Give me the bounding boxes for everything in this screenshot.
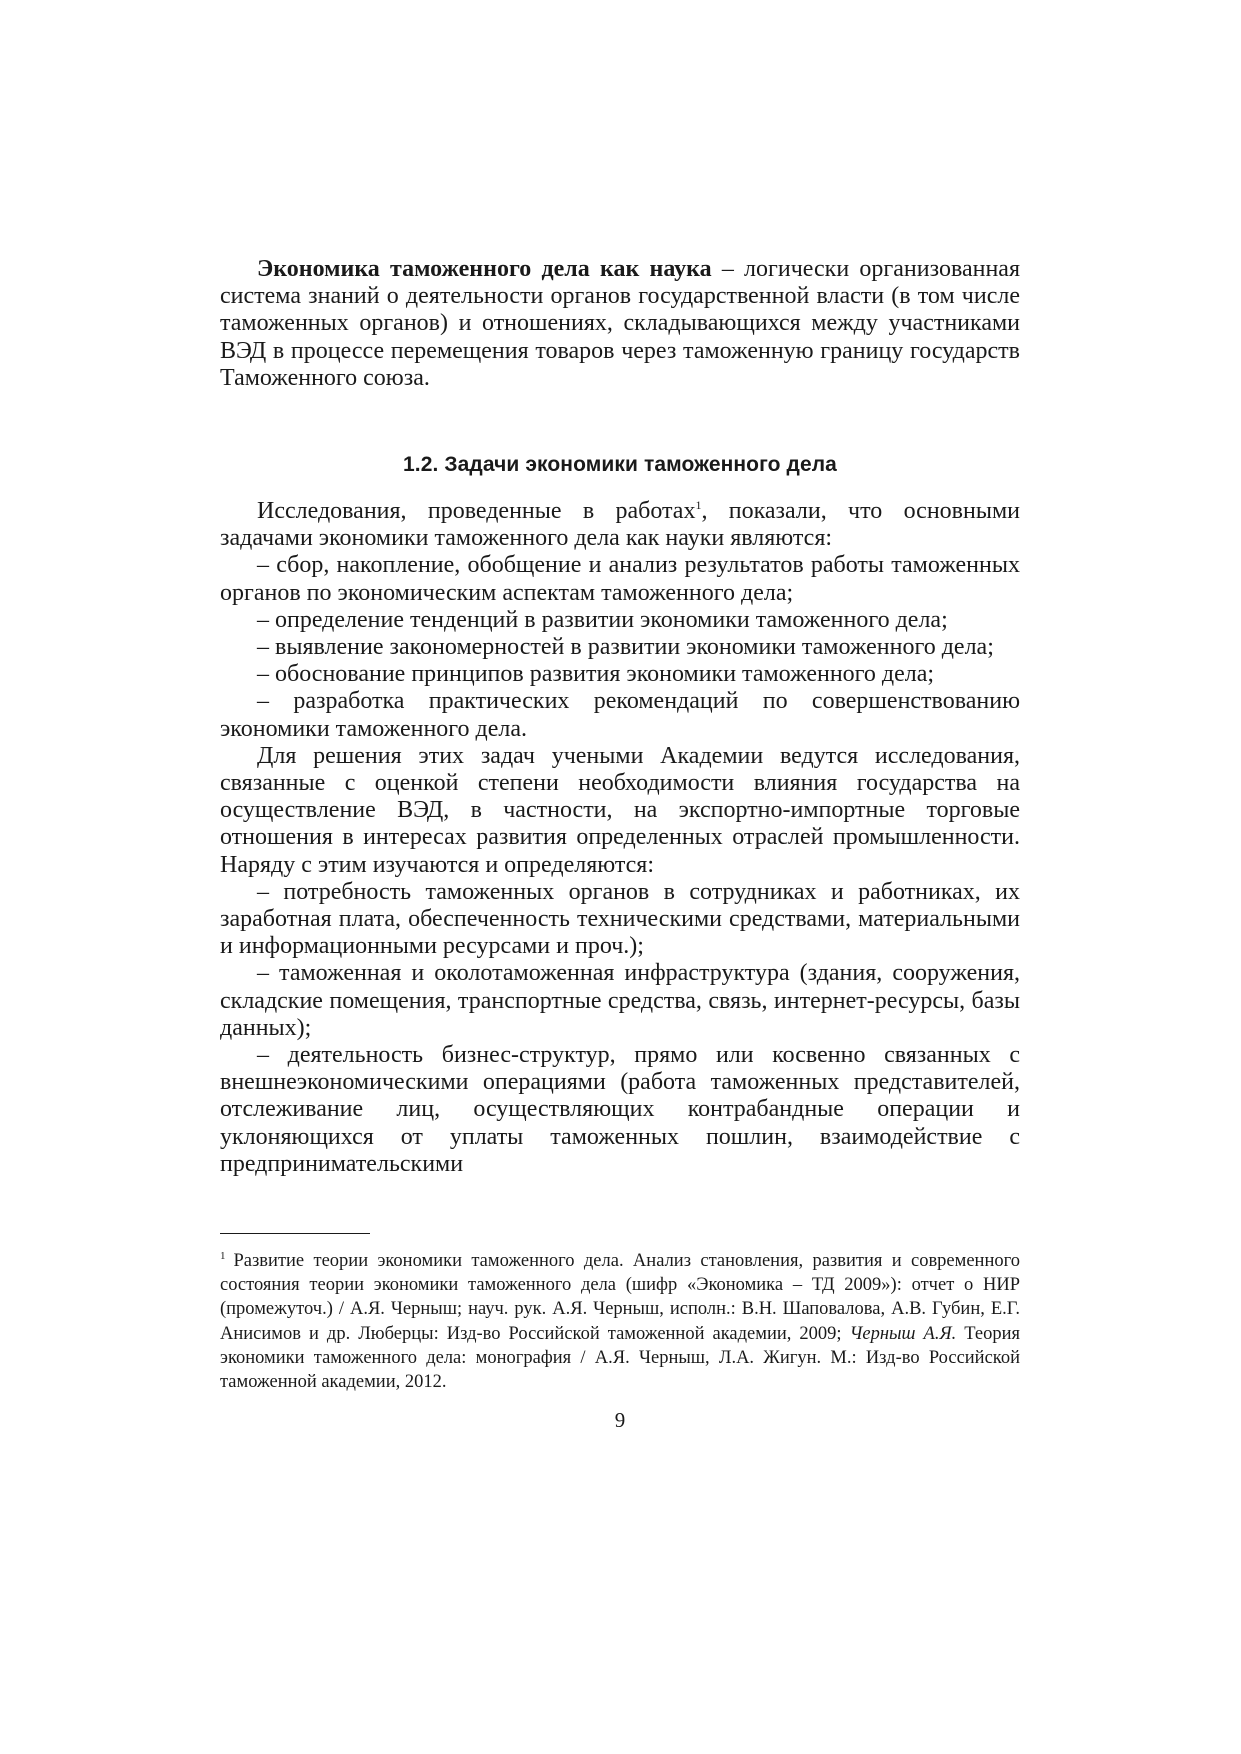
section-heading: 1.2. Задачи экономики таможенного дела: [403, 453, 837, 476]
section-body: [220, 498, 1020, 1178]
footnote-reference[interactable]: 1: [695, 498, 702, 512]
research-paragraph: Для решения этих задач учеными Академии ведутся исследования, связанные с оценкой степени необходимости влияния государства на осуществление ВЭД, в частности, на экспортно-импортные торговые отношения в интересах развития определенных отраслей промышленности. Наряду с этим изучаются и определяются:: [220, 742, 1020, 878]
task-item: – разработка практических рекомендаций по совершенствованию экономики таможенного дела.: [220, 688, 1020, 742]
definition-text: – логически организованная система знаний о деятельности органов государственной власти (в том числе таможенных органов) и отношениях, складывающихся между участниками ВЭД в процессе перемещения товаров через таможенную границу государств Таможенного союза.: [220, 256, 1020, 391]
task-item: – выявление закономерностей в развитии экономики таможенного дела;: [257, 634, 994, 661]
definition-paragraph: [220, 256, 1020, 392]
task-item: – определение тенденций в развитии экономики таможенного дела;: [257, 606, 948, 633]
task-item: – обоснование принципов развития экономики таможенного дела;: [257, 661, 935, 688]
footnote: [220, 1249, 1020, 1394]
tasks-intro-paragraph: Исследования, проведенные в работах$^1$, показали, что основными задачами экономики таможенного дела как науки являются:: [220, 498, 1020, 552]
study-item: – потребность таможенных органов в сотрудниках и работниках, их заработная плата, обеспеченность техническими средствами, материальными и информационными ресурсами и проч.);: [220, 878, 1020, 960]
footnote-marker: 1: [220, 1250, 226, 1262]
task-item: – сбор, накопление, обобщение и анализ результатов работы таможенных органов по экономическим аспектам таможенного дела;: [220, 552, 1020, 606]
document-page: [220, 0, 1020, 1754]
defined-term: Экономика таможенного дела как наука: [257, 256, 712, 282]
study-item: – таможенная и околотаможенная инфраструктура (здания, сооружения, складские помещения, транспортные средства, связь, интернет-ресурсы, базы данных);: [220, 960, 1020, 1041]
footnote-text: $^1$ Развитие теории экономики таможенного дела. Анализ становления, развития и современного состояния теории экономики таможенного дела (шифр «Экономика – ТД 2009»): отчет о НИР (промежуточ.) / А.Я. Черныш; науч. рук. А.Я. Черныш, исполн.: В.Н. Шаповалова, А.В. Губин, Е.Г. Анисимов и др. Люберцы: Изд-во Российской таможенной академии, 2009; Черныш А.Я. Теория экономики таможенного дела: монография / А.Я. Черныш, Л.А. Жигун. М.: Изд-во Российской таможенной академии, 2012.: [220, 1250, 1021, 1393]
footnote-separator: [220, 1233, 370, 1234]
study-item: – деятельность бизнес-структур, прямо или косвенно связанных с внешнеэкономическими операциями (работа таможенных представителей, отслеживание лиц, осуществляющих контрабандные операции и уклоняющихся от уплаты таможенных пошлин, взаимодействие с предпринимательскими: [220, 1042, 1020, 1177]
footnote-author: Черныш А.Я.: [849, 1323, 957, 1344]
intro-paragraph: [220, 256, 1020, 392]
page-number: 9: [614, 1408, 626, 1432]
